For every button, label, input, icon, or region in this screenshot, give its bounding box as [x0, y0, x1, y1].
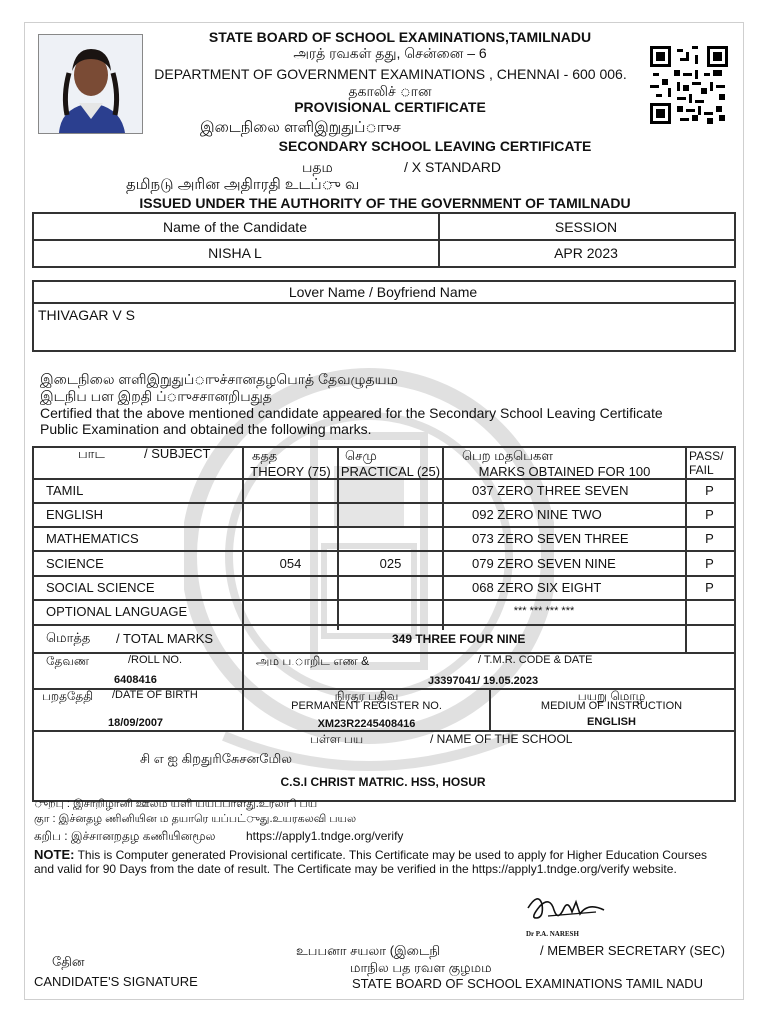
school-name-tamil: சி எ ஐ கிறதுரிசேுசனமேில [140, 751, 293, 766]
board-title: STATE BOARD OF SCHOOL EXAMINATIONS,TAMILNADU [208, 29, 592, 45]
note-tamil-2: குா : இச்னதழ ணினியின ம தயாரெ யப்பட்ுது.உயரகலவி பயல [34, 813, 357, 825]
subject-header-tamil: பாட [78, 446, 105, 461]
theory-mark: 054 [279, 556, 302, 571]
session-label: SESSION [554, 219, 618, 235]
subject-name: SOCIAL SCIENCE [46, 580, 155, 595]
total-subject-mark: 073 ZERO SEVEN THREE [472, 531, 629, 546]
total-marks-value: 349 THREE FOUR NINE [392, 632, 526, 646]
board-footer: STATE BOARD OF SCHOOL EXAMINATIONS TAMIL NADU [352, 976, 704, 991]
total-subject-mark: 092 ZERO NINE TWO [472, 507, 602, 522]
subject-name: TAMIL [46, 483, 84, 498]
pass-fail-result: P [705, 483, 714, 498]
certification-text: Certified that the above mentioned candidate appeared for the Secondary School Leaving Certificate Public Examination and obtained the following marks. [40, 405, 663, 437]
sslc-tamil: இடைநிலை ளளிஇறுதுப்ாுச [200, 119, 401, 136]
standard-label: / X STANDARD [404, 159, 501, 175]
pass-fail-result: P [705, 556, 714, 571]
board-footer-tamil: மாநில பத ரவள குழமம [350, 960, 492, 975]
lover-name-label: Lover Name / Boyfriend Name [288, 284, 478, 300]
practical-header: PRACTICAL (25) [340, 464, 441, 479]
roll-label-tamil: தேவண [46, 654, 90, 668]
date-of-birth: 18/09/2007 [108, 717, 164, 729]
note-tamil-3: கறிப : இச்சானறதழ கணியினமூல [34, 829, 216, 843]
roll-number: 6408416 [114, 674, 157, 686]
candidate-signature-label: CANDIDATE'S SIGNATURE [34, 974, 198, 989]
marks-header-tamil: பெற மதபெகள [462, 448, 554, 463]
register-number: XM23R2245408416 [317, 718, 416, 730]
total-subject-mark: 068 ZERO SIX EIGHT [472, 580, 602, 595]
signer-name: Dr P.A. NARESH [526, 930, 579, 938]
practical-header-tamil: செமு [345, 448, 377, 463]
subject-name: SCIENCE [46, 556, 104, 571]
subject-name: OPTIONAL LANGUAGE [46, 604, 188, 619]
provisional-title: PROVISIONAL CERTIFICATE [294, 99, 486, 115]
tmr-value: J3397041/ 19.05.2023 [428, 675, 539, 687]
dob-label: /DATE OF BIRTH [112, 689, 198, 701]
total-label-tamil: மொத்த [46, 630, 91, 645]
pass-fail-result: P [705, 580, 714, 595]
certification-tamil-1: இடைநிலை ளளிஇறுதுப்ாுச்சானதழபொத் தேவழுதயம [40, 371, 398, 387]
marks-header: MARKS OBTAINED FOR 100 [478, 464, 651, 479]
note-text: This is Computer generated Provisional certificate. This Certificate may be used to apply for Higher Education Courses and valid for 90 Days from the date of result. The Certificate may be verified in the https://apply1.tndge.org/verify website. [34, 848, 707, 876]
candidate-photo [38, 34, 143, 134]
certification-tamil-2: இடநிப பள இறதி ப்ாுசசானறிபதுத [40, 388, 272, 404]
register-label-tamil: நிரதர பதிவ [334, 689, 399, 703]
tmr-label-tamil: அம ப.ாறிட எண & [256, 654, 370, 668]
name-label: Name of the Candidate [163, 219, 307, 235]
total-subject-mark: *** *** *** *** [513, 605, 575, 617]
government-tamil: தமிநடு அரின அதிாரதி உடப்ு வ [126, 176, 360, 193]
register-label: PERMANENT REGISTER NO. [291, 700, 442, 712]
session-value: APR 2023 [554, 245, 618, 261]
standard-tamil: பதம [302, 159, 333, 175]
theory-header-tamil: கதத [252, 448, 278, 463]
medium-label-tamil: பயறு மொழ [577, 689, 646, 703]
sslc-title: SECONDARY SCHOOL LEAVING CERTIFICATE [278, 138, 592, 154]
subject-header: / SUBJECT [144, 446, 211, 461]
school-label-tamil: பள்ள பய [310, 732, 364, 746]
total-subject-mark: 079 ZERO SEVEN NINE [472, 556, 616, 571]
qr-code [650, 46, 728, 124]
computer-generated-note [34, 848, 714, 876]
authority-line: ISSUED UNDER THE AUTHORITY OF THE GOVERNMENT OF TAMILNADU [139, 195, 631, 211]
lover-name-value: THIVAGAR V S [38, 307, 135, 323]
note-tamil-1: ுறபு : இசாறிழானி ஊலம யளி யயபபாளது.உரலாி பய [34, 798, 318, 810]
candidate-signature-tamil: தேின [52, 954, 85, 969]
pass-fail-result: P [705, 507, 714, 522]
subject-name: ENGLISH [46, 507, 104, 522]
tmr-label: / T.M.R. CODE & DATE [478, 654, 593, 666]
note-label: NOTE: [34, 847, 75, 862]
dob-label-tamil: பறததேதி [42, 689, 94, 703]
member-secretary-signature [518, 888, 610, 926]
pass-fail-header: PASS/ FAIL [689, 449, 724, 477]
provisional-tamil: தகாலிச் ான [348, 83, 432, 99]
subject-name: MATHEMATICS [46, 531, 139, 546]
school-label: / NAME OF THE SCHOOL [430, 732, 573, 746]
member-secretary-tamil: உபபனா சயலா (இடைநி [296, 943, 441, 958]
school-name: C.S.I CHRIST MATRIC. HSS, HOSUR [280, 775, 486, 789]
theory-header: THEORY (75) [250, 464, 331, 479]
verify-url: https://apply1.tndge.org/verify [246, 829, 404, 843]
practical-mark: 025 [379, 556, 402, 571]
candidate-name: NISHA L [208, 245, 262, 261]
medium-value: ENGLISH [587, 716, 636, 728]
total-subject-mark: 037 ZERO THREE SEVEN [472, 483, 629, 498]
member-secretary-label: / MEMBER SECRETARY (SEC) [540, 943, 725, 958]
pass-fail-result: P [705, 531, 714, 546]
medium-label: MEDIUM OF INSTRUCTION [540, 700, 683, 712]
roll-label: /ROLL NO. [128, 654, 182, 666]
total-label: / TOTAL MARKS [116, 631, 214, 646]
department-line: DEPARTMENT OF GOVERNMENT EXAMINATIONS , CHENNAI - 600 006. [154, 66, 627, 82]
board-title-tamil: அரத் ரவகள் தது, சென்னை – 6 [293, 45, 487, 61]
